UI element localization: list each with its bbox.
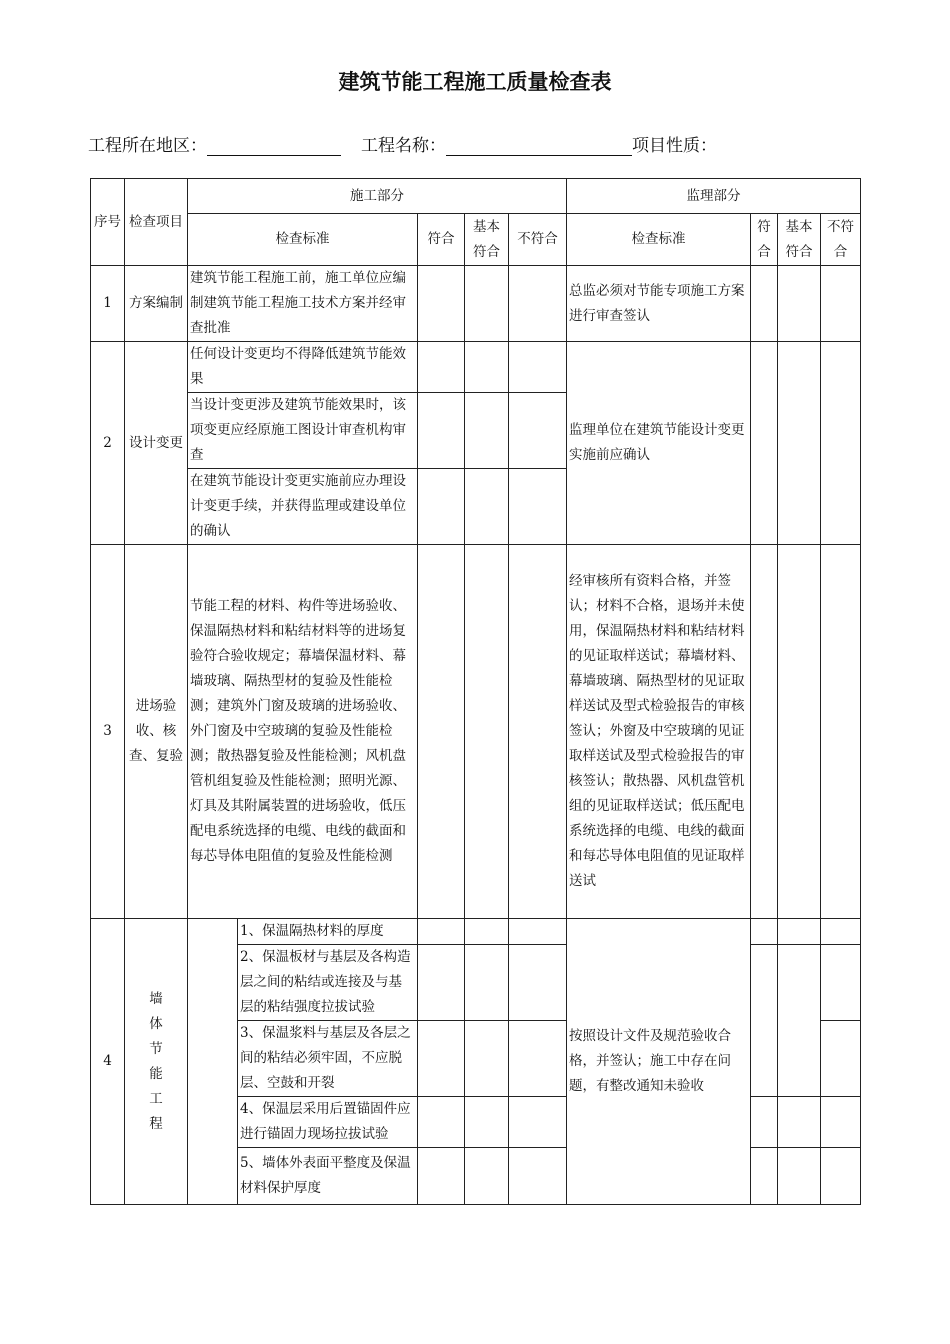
row3-sup-standard: 经审核所有资料合格，并签认；材料不合格，退场并未使用，保温隔热材料和粘结材料的见证取样送试；幕墙材料、幕墙玻璃、隔热型材的见证取样送试及型式检验报告的审核签认；外窗及中空玻璃的见证取样送试及型式检验报告的审核签认；散热器、风机盘管机组的见证取样送试；低压配电系统选择的电缆、电线的截面和每芯导体电阻值的见证取样送试 [567, 545, 751, 919]
row3-conform-cell[interactable] [418, 545, 465, 919]
header-supervision: 监理部分 [567, 179, 861, 214]
row4d-basic-cell[interactable] [465, 1097, 509, 1148]
region-label: 工程所在地区： [88, 136, 207, 156]
row4-sub-3: 3、保温浆料与基层及各层之间的粘结必须牢固，不应脱层、空鼓和开裂 [238, 1021, 418, 1097]
row4-sub-2: 2、保温板材与基层及各构造层之间的粘结或连接及与基层的粘结强度拉拔试验 [238, 945, 418, 1021]
row4-sup-standard: 按照设计文件及规范验收合格，并签认；施工中存在问题，有整改通知未验收 [567, 919, 751, 1205]
row4d-sup-basic-cell[interactable] [778, 1097, 821, 1148]
row4-item [125, 919, 188, 1205]
header-sup-standard: 检查标准 [567, 214, 751, 266]
header-nonconform: 不符合 [509, 214, 567, 266]
row1-sup-conform-cell[interactable] [751, 266, 778, 342]
row3-basic-cell[interactable] [465, 545, 509, 919]
row2-sup-standard: 监理单位在建筑节能设计变更实施前应确认 [567, 342, 751, 545]
header-standard: 检查标准 [188, 214, 418, 266]
row1-standard: 建筑节能工程施工前，施工单位应编制建筑节能工程施工技术方案并经审查批准 [188, 266, 418, 342]
row2a-conform-cell[interactable] [418, 342, 465, 393]
row3-sup-non-cell[interactable] [821, 545, 861, 919]
row4e-non-cell[interactable] [509, 1148, 567, 1205]
row1-non-cell[interactable] [509, 266, 567, 342]
header-construction: 施工部分 [188, 179, 567, 214]
row2b-non-cell[interactable] [509, 393, 567, 469]
row1-basic-cell[interactable] [465, 266, 509, 342]
row4b-basic-cell[interactable] [465, 945, 509, 1021]
header-basic-conform: 基本符合 [465, 214, 509, 266]
row4-sub-1: 1、保温隔热材料的厚度 [238, 919, 418, 945]
row4e-sup-basic-cell[interactable] [778, 1148, 821, 1205]
row2c-conform-cell[interactable] [418, 469, 465, 545]
header-sup-non: 不符合 [821, 214, 861, 266]
row2b-conform-cell[interactable] [418, 393, 465, 469]
row2-standard-3: 在建筑节能设计变更实施前应办理设计变更手续，并获得监理或建设单位的确认 [188, 469, 418, 545]
region-field[interactable] [207, 137, 341, 156]
row4d-non-cell[interactable] [509, 1097, 567, 1148]
row2b-basic-cell[interactable] [465, 393, 509, 469]
row4c-conform-cell[interactable] [418, 1021, 465, 1097]
row4-sub-4: 4、保温层采用后置锚固件应进行锚固力现场拉拔试验 [238, 1097, 418, 1148]
header-sup-basic: 基本符合 [778, 214, 821, 266]
row2-sup-conform-cell[interactable] [751, 342, 778, 545]
row4c-sup-non-cell[interactable] [821, 1021, 861, 1097]
row4-blank-cell [188, 919, 238, 1205]
row2c-basic-cell[interactable] [465, 469, 509, 545]
row1-sup-basic-cell[interactable] [778, 266, 821, 342]
row2-seq: 2 [91, 342, 125, 545]
row3-item: 进场验收、核查、复验 [125, 545, 188, 919]
row4d-sup-non-cell[interactable] [821, 1097, 861, 1148]
row2-sup-non-cell[interactable] [821, 342, 861, 545]
row4e-conform-cell[interactable] [418, 1148, 465, 1205]
nature-label: 项目性质： [632, 136, 717, 156]
row3-sup-basic-cell[interactable] [778, 545, 821, 919]
row4a-sup-conform-cell[interactable] [751, 919, 778, 945]
row4a-sup-non-cell[interactable] [821, 919, 861, 945]
row1-seq: 1 [91, 266, 125, 342]
header-item: 检查项目 [125, 179, 188, 266]
name-label: 工程名称： [361, 136, 446, 156]
row2c-non-cell[interactable] [509, 469, 567, 545]
row1-item: 方案编制 [125, 266, 188, 342]
row4a-basic-cell[interactable] [465, 919, 509, 945]
header-seq: 序号 [91, 179, 125, 266]
row1-sup-standard: 总监必须对节能专项施工方案进行审查签认 [567, 266, 751, 342]
row2-sup-basic-cell[interactable] [778, 342, 821, 545]
row4c-non-cell[interactable] [509, 1021, 567, 1097]
row1-sup-non-cell[interactable] [821, 266, 861, 342]
row4a-conform-cell[interactable] [418, 919, 465, 945]
row4-seq: 4 [91, 919, 125, 1205]
row2-standard-1: 任何设计变更均不得降低建筑节能效果 [188, 342, 418, 393]
row4b-non-cell[interactable] [509, 945, 567, 1021]
row3-non-cell[interactable] [509, 545, 567, 919]
row3-seq: 3 [91, 545, 125, 919]
row4d-sup-conform-cell[interactable] [751, 1097, 778, 1148]
row4c-basic-cell[interactable] [465, 1021, 509, 1097]
inspection-table [90, 178, 861, 1205]
row4b-conform-cell[interactable] [418, 945, 465, 1021]
row4bc-sup-conform-cell[interactable] [751, 945, 778, 1097]
header-sup-conform: 符合 [751, 214, 778, 266]
row4b-sup-non-cell[interactable] [821, 945, 861, 1021]
row4e-sup-conform-cell[interactable] [751, 1148, 778, 1205]
row3-standard: 节能工程的材料、构件等进场验收、保温隔热材料和粘结材料等的进场复验符合验收规定；幕墙保温材料、幕墙玻璃、隔热型材的复验及性能检测；建筑外门窗及玻璃的进场验收、外门窗及中空玻璃的复验及性能检测；散热器复验及性能检测；风机盘管机组复验及性能检测；照明光源、灯具及其附属装置的进场验收，低压配电系统选择的电缆、电线的截面和每芯导体电阻值的复验及性能检测 [188, 545, 418, 919]
row4bc-sup-basic-cell[interactable] [778, 945, 821, 1097]
row2a-basic-cell[interactable] [465, 342, 509, 393]
row4a-non-cell[interactable] [509, 919, 567, 945]
row4e-sup-non-cell[interactable] [821, 1148, 861, 1205]
page-title: 建筑节能工程施工质量检查表 [338, 70, 612, 94]
row2a-non-cell[interactable] [509, 342, 567, 393]
name-field[interactable] [446, 137, 632, 156]
row2-item: 设计变更 [125, 342, 188, 545]
row4a-sup-basic-cell[interactable] [778, 919, 821, 945]
row4e-basic-cell[interactable] [465, 1148, 509, 1205]
row4-item-vertical: 墙 体 节 能 工 程 [149, 990, 163, 1132]
project-info-line [88, 131, 717, 156]
row2-standard-2: 当设计变更涉及建筑节能效果时，该项变更应经原施工图设计审查机构审查 [188, 393, 418, 469]
header-conform: 符合 [418, 214, 465, 266]
row3-sup-conform-cell[interactable] [751, 545, 778, 919]
row4-sub-5: 5、墙体外表面平整度及保温材料保护厚度 [238, 1148, 418, 1205]
row4d-conform-cell[interactable] [418, 1097, 465, 1148]
row1-conform-cell[interactable] [418, 266, 465, 342]
